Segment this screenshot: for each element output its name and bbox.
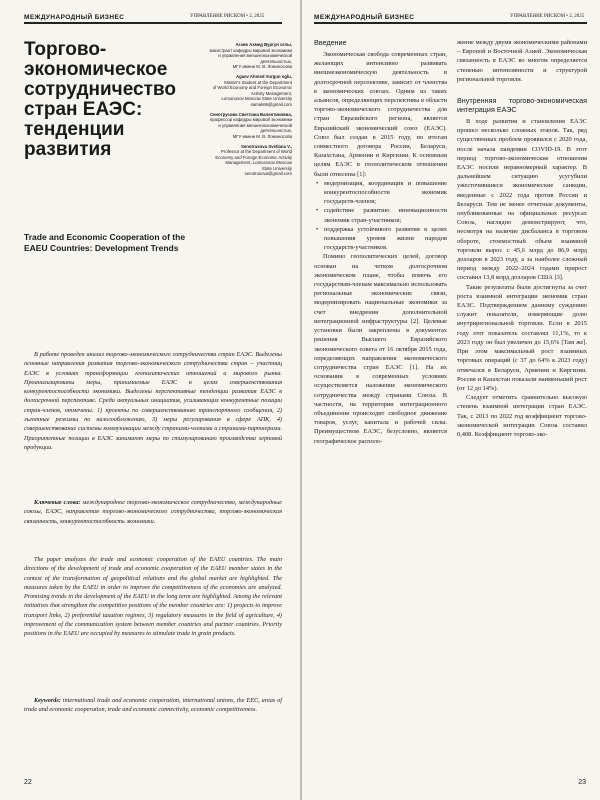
keywords-text: международное торгово-экономическое сотрудничество, международные союзы, ЕАЭС, направления торгово-экономического сотрудничества, торгово-экономическая связанность, конкурентоспособность экономики. (24, 499, 282, 525)
author-name: Agaev Ahmed Vurgun oglu, (235, 73, 292, 79)
author-1-en (196, 74, 292, 108)
header-rule (24, 22, 282, 24)
author-affiliation: магистрант кафедры мировой экономики (209, 47, 292, 53)
author-name: Сенотрусова Светлана Валентиновна, (209, 111, 292, 117)
article-title: Торгово-экономическое сотрудничество стран ЕАЭС: тенденции развития (24, 39, 176, 160)
author-affiliation: Management, Lomonosov Moscow (225, 160, 292, 166)
running-head: МЕЖДУНАРОДНЫЙ БИЗНЕС (24, 14, 125, 21)
page-number: 23 (578, 779, 586, 786)
author-email: samak66@gmail.com (250, 101, 292, 107)
header-rule (314, 22, 587, 24)
goals-list (314, 179, 447, 253)
author-affiliation: Activity Management, (250, 90, 292, 96)
page-number: 22 (24, 779, 32, 786)
author-affiliation: деятельностью, (260, 58, 292, 64)
running-head: МЕЖДУНАРОДНЫЙ БИЗНЕС (314, 14, 415, 21)
author-affiliation: Economy and Foreign Economic Activity (215, 154, 292, 160)
author-email: senotrusova@gmail.com (244, 171, 292, 177)
author-1 (196, 42, 292, 70)
author-affiliation: Professor at the Department of World (220, 149, 292, 155)
abstract-en: The paper analyzes the trade and economic cooperation of the EAEU countries. The main directions of the development of trade and economic cooperation of the EAEU member states in the context of the transformation of geopolitical relations and the global market are highlighted. The measures taken by the EAEU in order to improve the competitiveness of the economies are analyzed. Promising trends in the development of the EAEU in the long term are highlighted. Among the relevant initiatives that strengthen the competitive positions of the member countries are: 1) projects to improve transport links, 2) preferential taxation regimes, 3) regulatory measures in the field of agriculture, 4) improvement of the communication system between member countries and partner countries. Priority positions in the EAEU are occupied by measures to stimulate trade in grain products. (24, 556, 282, 638)
paragraph: жение между двумя экономическими районами – Европой и Восточной Азией. Экономическая связанность в ЕАЭС во многом определяется степенью интенсивности и структурой региональной торговли. (457, 39, 587, 83)
author-block (196, 42, 292, 177)
text-column-2 (457, 38, 587, 439)
author-affiliation: МГУ имени М. В. Ломоносова (232, 64, 292, 70)
paragraph: Помимо геополитических целей, договор основан на четком долгосрочном экономическом плане, чтобы помочь его государствам-членам максимально использовать региональные экономические связи, модернизировать национальные экономики за счет внедрения дополнительной интеграционной инфраструктуры [2]. Целевые установки были закреплены в документах решения Высшего Евразийского экономического совета от 16 октября 2015 года, определяющих направления экономического сотрудничества стран ЕАЭС [1]. На их основании в современных условиях осуществляется наложение экономического сотрудничества между странами Союза. В частности, на территории интеграционного объединения происходит свободное движение товаров, услуг, капитала и рабочей силы. Преимуществом ЕАЭС, безусловно, является географическое располо- (314, 253, 447, 445)
running-head-issue: УПРАВЛЕНИЕ РИСКОМ • 2, 2025 (190, 14, 265, 19)
author-affiliation: и управления внешнеэкономической (218, 122, 292, 128)
text-column-1 (314, 38, 447, 446)
keywords-en (24, 696, 282, 715)
author-affiliation: Master's Student at the Department (224, 79, 292, 85)
author-affiliation: of World Economy and Foreign Economic (212, 85, 292, 91)
list-item: • поддержка устойчивого развития в целях повышения уровня жизни народов государств-участников. (314, 225, 447, 253)
list-item: • содействие развитию инновационности экономик стран-участников; (314, 206, 447, 224)
keywords-text: international trade and economic cooperation, international unions, the EEC, areas of trade and economic cooperation, trade and economic connectivity, economic competitiveness. (24, 697, 282, 714)
author-affiliation: профессор кафедры мировой экономики (210, 117, 292, 123)
author-affiliation: Lomonosov Moscow State University (221, 96, 292, 102)
author-2 (196, 112, 292, 140)
section-heading-intro: Введение (314, 38, 347, 47)
paragraph: В ходе развития и становления ЕАЭС прошел несколько сложных этапов. Так, ряд существенных проблем проявился с 2020 года, после начала пандемии COVID-19. В этот период торгово-экономические отношения ЕАЭС носили неравномерный характер. В дальнейшем ситуацию усугубили ужесточившиеся экономические санкции, введенные с 2022 года против России и Беларуси. Тем не менее отчетные документы, опубликованные на официальных ресурсах Союза, наглядно демонстрируют, что, несмотря на наличие дисбаланса в торговом обороте, стоимостный объем взаимной торговли вырос с 45,6 млрд до 86,9 млрд долларов в 2023 году, а за наиболее сложный период между 2022–2024 годами прирост составил 13,8 млрд долларов США [3]. (457, 118, 587, 282)
author-affiliation: и управления внешнеэкономической (218, 53, 292, 59)
article-title-en: Trade and Economic Cooperation of the EAEU Countries: Development Trends (24, 232, 186, 253)
author-name: Senotrusova Svetlana V., (241, 143, 292, 149)
paragraph: Такие результаты были достигнуты за счет роста взаимной интеграции экономик стран ЕАЭС. Подтверждением данному суждению служит показатели, измеряющие долю внутрирегиональной торговли. Если в 2015 году этот показатель составлял 11,1%, то к 2023 году он был увеличен до 15,6% [Там же]. При этом максимальный рост взаимных торговых операций (с 37 до 64% к 2023 году) отмечался в Беларуси, Армении и Киргизии. Россия и Казахстан показали наименьший рост (от 12 до 14%). (457, 283, 587, 392)
right-page (302, 0, 600, 800)
keywords-label: Keywords: (34, 697, 61, 704)
paragraph: Следует отметить сравнительно высокую степень взаимной интеграции стран ЕАЭС. Так, с 2013 по 2022 год коэффициент торгово-экономической интеграции Союза составил 0,408. Коэффициент торгово-эко- (457, 394, 587, 438)
section-heading-integration: Внутренняя торгово-экономическая интеграция ЕАЭС (457, 96, 587, 115)
paragraph: Экономическая свобода современных стран, желающих интенсивно развивать внешнеэкономическую деятельность в долгосрочной перспективе, зависит от членства в экономических союзах. Одним из таких альянсов, определяющих перспективы в области торгово-экономического сотрудничества для стран Евразийского региона, является Евразийский экономический союз (ЕАЭС). Союз был создан в 2015 году, по итогам совместного договора России, Беларуси, Казахстана, Армении и Киргизии. К основным целям ЕАЭС в геополитическом отношении были отнесены [1]: (314, 51, 447, 178)
author-affiliation: State University (261, 165, 292, 171)
keywords-ru (24, 498, 282, 526)
list-item: • модернизация, координация и повышение конкурентоспособности экономик государств-членов; (314, 179, 447, 207)
keywords-label: Ключевые слова: (34, 499, 81, 506)
author-affiliation: деятельностью, (260, 128, 292, 134)
author-affiliation: МГУ имени М. В. Ломоносова (232, 133, 292, 139)
abstract-ru: В работе проведен анализ торгово-экономического сотрудничества стран ЕАЭС. Выделены основные направления развития торгово-экономического сотрудничества стран – участниц ЕАЭС в условиях трансформации геополитических отношений и мирового рынка. Проанализированы меры, принимаемые ЕАЭС в целях совершенствования конкурентоспособности экономики. Выделены перспективные тенденции развития ЕАЭС в долгосрочной перспективе. Среди актуальных инициатив, усиливающих конкурентные позиции стран-членов, отмечены: 1) проекты по совершенствованию транспортного сообщения, 2) льготные режимы по налогообложению, 3) меры регулирования в сфере АПК, 4) совершенствование системы коммуникации между странами-членами и странами-партнерами. Приоритетные позиции в ЕАЭС занимают меры по стимулированию производства зерновой продукции. (24, 351, 282, 451)
author-2-en (196, 144, 292, 178)
author-name: Агаев Ахмед Вургун оглы, (235, 42, 292, 47)
running-head-issue: УПРАВЛЕНИЕ РИСКОМ • 2, 2025 (510, 14, 585, 19)
